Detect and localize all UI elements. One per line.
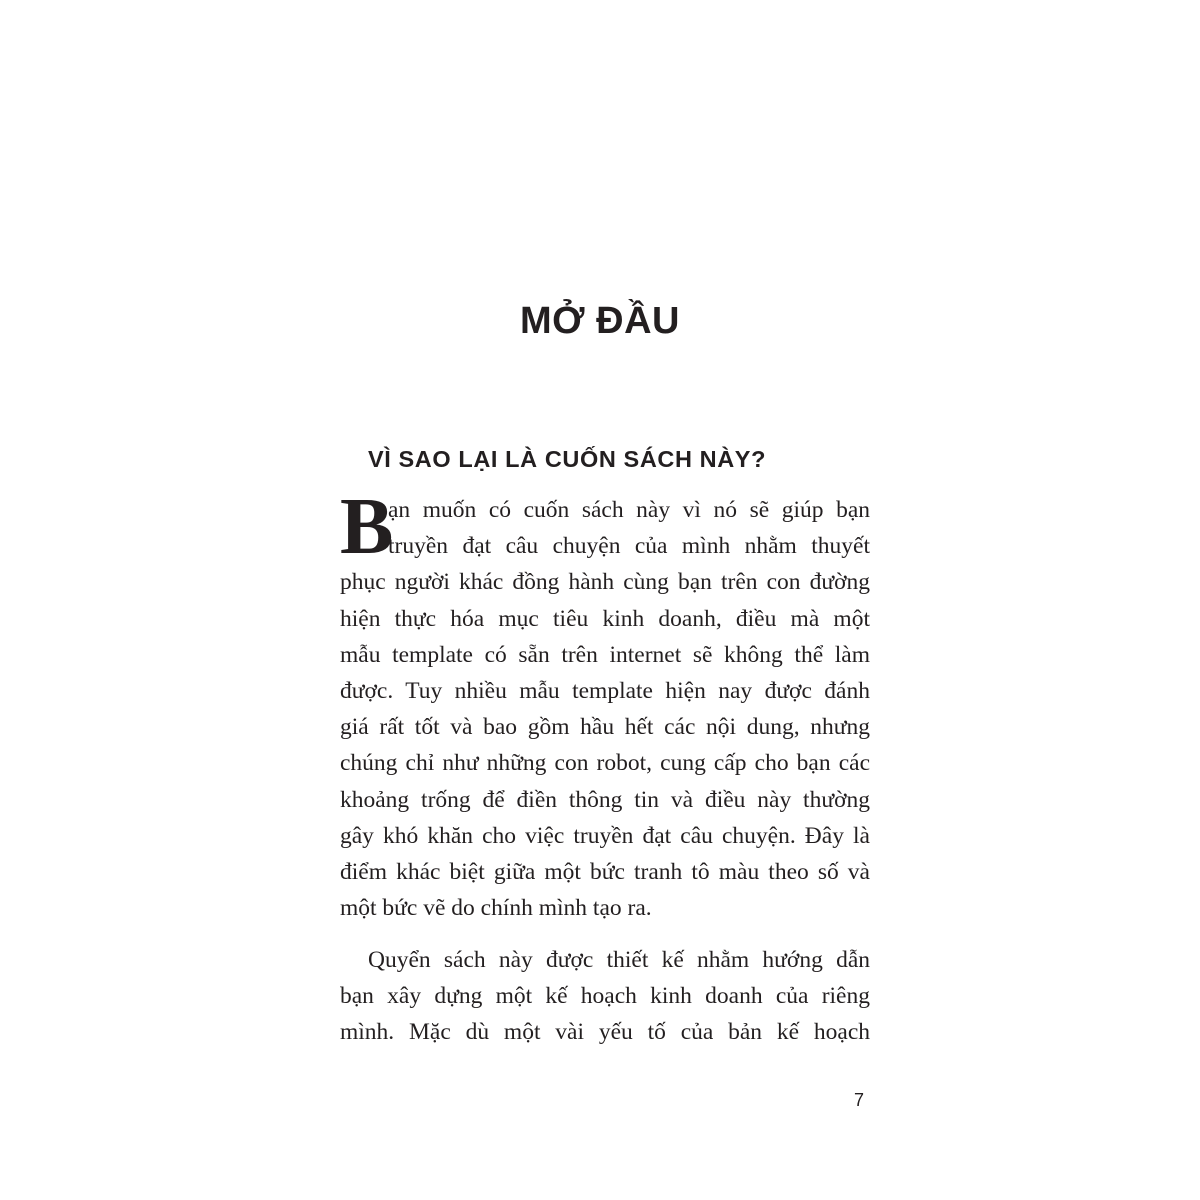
chapter-title: MỞ ĐẦU [520,300,680,342]
paragraph-line: chúng chỉ như những con robot, cung cấp cho bạn các [340,750,870,777]
paragraph-line: truyền đạt câu chuyện của mình nhằm thuyết [388,533,870,560]
paragraph-line: hiện thực hóa mục tiêu kinh doanh, điều mà một [340,605,870,632]
paragraph-line: ạn muốn có cuốn sách này vì nó sẽ giúp bạn [388,497,870,523]
paragraph-1 [340,483,870,926]
page-number: 7 [854,1090,865,1110]
drop-cap: B [340,483,394,571]
paragraph-line: giá rất tốt và bao gồm hầu hết các nội dung, nhưng [340,714,870,741]
paragraph-line: khoảng trống để điền thông tin và điều này thường [340,786,870,813]
paragraph-line: gây khó khăn cho việc truyền đạt câu chuyện. Đây là [340,822,870,849]
paragraph-line: bạn xây dựng một kế hoạch kinh doanh của riêng [340,983,870,1010]
section-heading: VÌ SAO LẠI LÀ CUỐN SÁCH NÀY? [368,446,767,472]
paragraph-line: được. Tuy nhiều mẫu template hiện nay được đánh [340,677,870,704]
paragraph-line: mình. Mặc dù một vài yếu tố của bản kế hoạch [340,1019,870,1046]
paragraph-line: điểm khác biệt giữa một bức tranh tô màu theo số và [340,858,870,885]
paragraph-line: một bức vẽ do chính mình tạo ra. [340,895,652,922]
paragraph-line: mẫu template có sẵn trên internet sẽ không thể làm [340,641,870,668]
paragraph-line: Quyển sách này được thiết kế nhằm hướng dẫn [368,947,870,973]
drop-cap-block [340,483,870,571]
paragraph-line: phục người khác đồng hành cùng bạn trên con đường [340,569,870,596]
paragraph-2 [340,942,870,1051]
